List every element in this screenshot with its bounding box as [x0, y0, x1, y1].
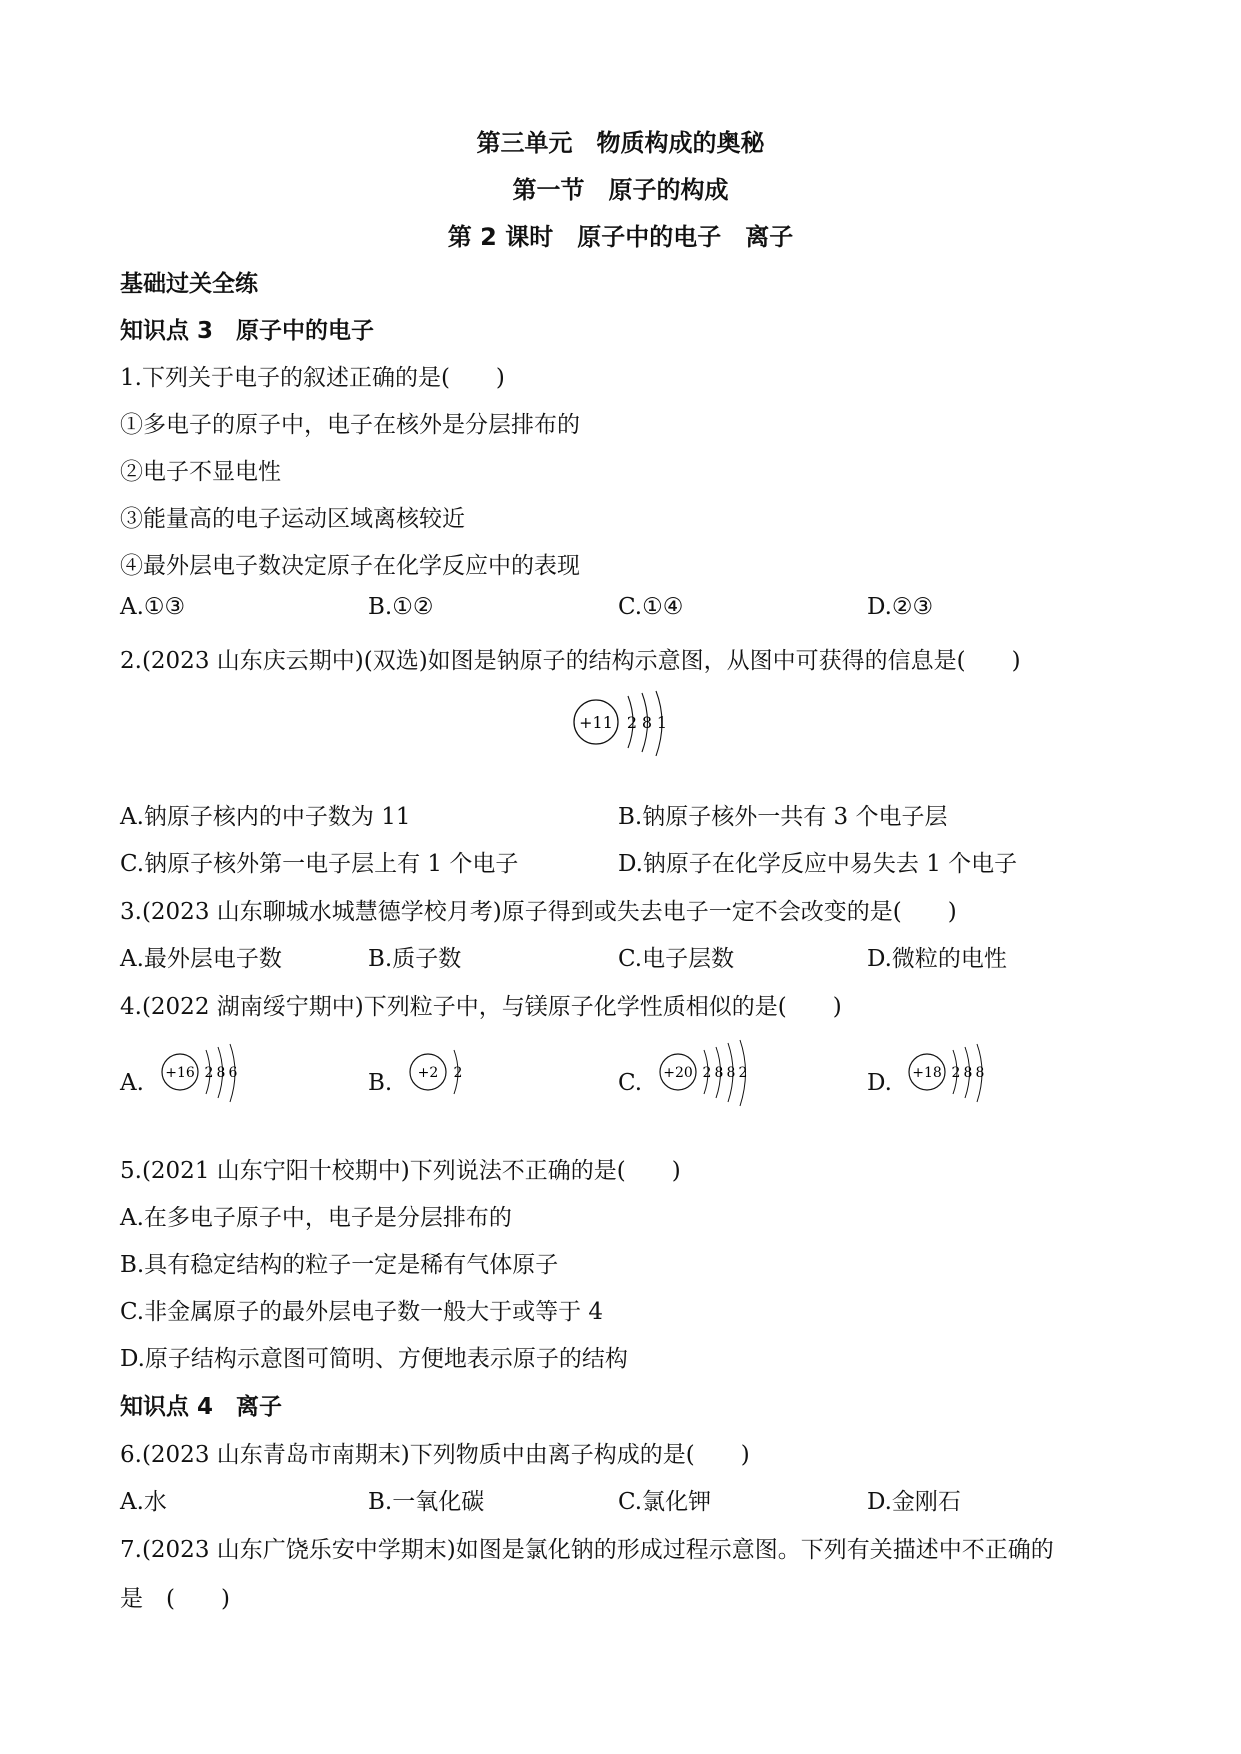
q2-stem: 2.(2023 山东庆云期中)(双选)如图是钠原子的结构示意图，从图中可获得的信息是( ) [120, 648, 1021, 674]
q6-stem: 6.(2023 山东青岛市南期末)下列物质中由离子构成的是( ) [120, 1442, 750, 1468]
q4-d-shell-1: 2 [951, 1065, 961, 1081]
q4-option-a-label: A. [120, 1070, 144, 1096]
q6-option-d: D.金刚石 [867, 1489, 961, 1515]
q3-option-a: A.最外层电子数 [120, 946, 282, 972]
sodium-atom-structure-diagram [570, 690, 682, 770]
section-title: 第一节 原子的构成 [512, 176, 729, 204]
q4-c-shell-1: 2 [702, 1065, 712, 1081]
q4-option-c-diagram [658, 1038, 768, 1116]
q5-option-c: C.非金属原子的最外层电子数一般大于或等于 4 [120, 1299, 604, 1325]
shell-1-electrons: 2 [626, 713, 638, 732]
q5-option-a: A.在多电子原子中，电子是分层排布的 [120, 1205, 512, 1231]
q1-stem: 1.下列关于电子的叙述正确的是( ) [120, 365, 505, 391]
q1-statement-3: ③能量高的电子运动区域离核较近 [120, 506, 465, 532]
q7-stem: 7.(2023 山东广饶乐安中学期末)如图是氯化钠的形成过程示意图。下列有关描述中不正确的 [120, 1537, 1054, 1563]
q6-option-a: A.水 [120, 1489, 167, 1515]
q6-option-c: C.氯化钾 [618, 1489, 712, 1515]
shell-3-electrons: 1 [656, 713, 668, 732]
q4-b-nucleus: +2 [417, 1065, 439, 1081]
practice-heading: 基础过关全练 [120, 271, 258, 297]
q4-a-nucleus: +16 [165, 1065, 195, 1081]
q5-option-d: D.原子结构示意图可简明、方便地表示原子的结构 [120, 1346, 628, 1372]
q4-a-shell-2: 8 [216, 1065, 226, 1081]
q3-stem: 3.(2023 山东聊城水城慧德学校月考)原子得到或失去电子一定不会改变的是( ) [120, 899, 957, 925]
nucleus-charge: +11 [579, 713, 613, 732]
q4-option-c-label: C. [618, 1070, 643, 1096]
q4-c-shell-3: 8 [726, 1065, 736, 1081]
q4-option-b-diagram [408, 1042, 478, 1112]
knowledge-point-3-heading: 知识点 3 原子中的电子 [120, 318, 375, 344]
knowledge-point-4-heading: 知识点 4 离子 [120, 1394, 283, 1420]
q4-option-a-diagram [160, 1042, 256, 1112]
q1-option-c: C.①④ [618, 594, 684, 620]
q2-option-a: A.钠原子核内的中子数为 11 [120, 804, 411, 830]
q4-a-shell-3: 6 [228, 1065, 238, 1081]
q4-stem: 4.(2022 湖南绥宁期中)下列粒子中，与镁原子化学性质相似的是( ) [120, 994, 842, 1020]
q4-a-shell-1: 2 [204, 1065, 214, 1081]
q2-option-b: B.钠原子核外一共有 3 个电子层 [618, 804, 948, 830]
shell-2-electrons: 8 [641, 713, 653, 732]
q4-c-nucleus: +20 [663, 1065, 693, 1081]
q1-statement-2: ②电子不显电性 [120, 459, 281, 485]
q1-option-d: D.②③ [867, 594, 934, 620]
q5-option-b: B.具有稳定结构的粒子一定是稀有气体原子 [120, 1252, 559, 1278]
unit-title: 第三单元 物质构成的奥秘 [476, 129, 765, 157]
q4-d-nucleus: +18 [912, 1065, 942, 1081]
q3-option-b: B.质子数 [368, 946, 462, 972]
q2-option-d: D.钠原子在化学反应中易失去 1 个电子 [618, 851, 1018, 877]
q1-option-a: A.①③ [120, 594, 186, 620]
q2-option-c: C.钠原子核外第一电子层上有 1 个电子 [120, 851, 519, 877]
q4-option-b-label: B. [368, 1070, 393, 1096]
q1-option-b: B.①② [368, 594, 434, 620]
q4-c-shell-4: 2 [738, 1065, 748, 1081]
q4-b-shell-1: 2 [453, 1065, 463, 1081]
q5-stem: 5.(2021 山东宁阳十校期中)下列说法不正确的是( ) [120, 1158, 681, 1184]
lesson-title: 第 2 课时 原子中的电子 离子 [447, 223, 794, 251]
q3-option-c: C.电子层数 [618, 946, 735, 972]
q7-stem-continuation: 是 ( ) [120, 1586, 230, 1612]
q4-d-shell-2: 8 [963, 1065, 973, 1081]
q3-option-d: D.微粒的电性 [867, 946, 1007, 972]
q6-option-b: B.一氧化碳 [368, 1489, 485, 1515]
q1-statement-1: ①多电子的原子中，电子在核外是分层排布的 [120, 412, 580, 438]
q4-option-d-diagram [907, 1042, 1003, 1112]
q4-c-shell-2: 8 [714, 1065, 724, 1081]
q4-option-d-label: D. [867, 1070, 892, 1096]
q1-statement-4: ④最外层电子数决定原子在化学反应中的表现 [120, 553, 580, 579]
q4-d-shell-3: 8 [975, 1065, 985, 1081]
